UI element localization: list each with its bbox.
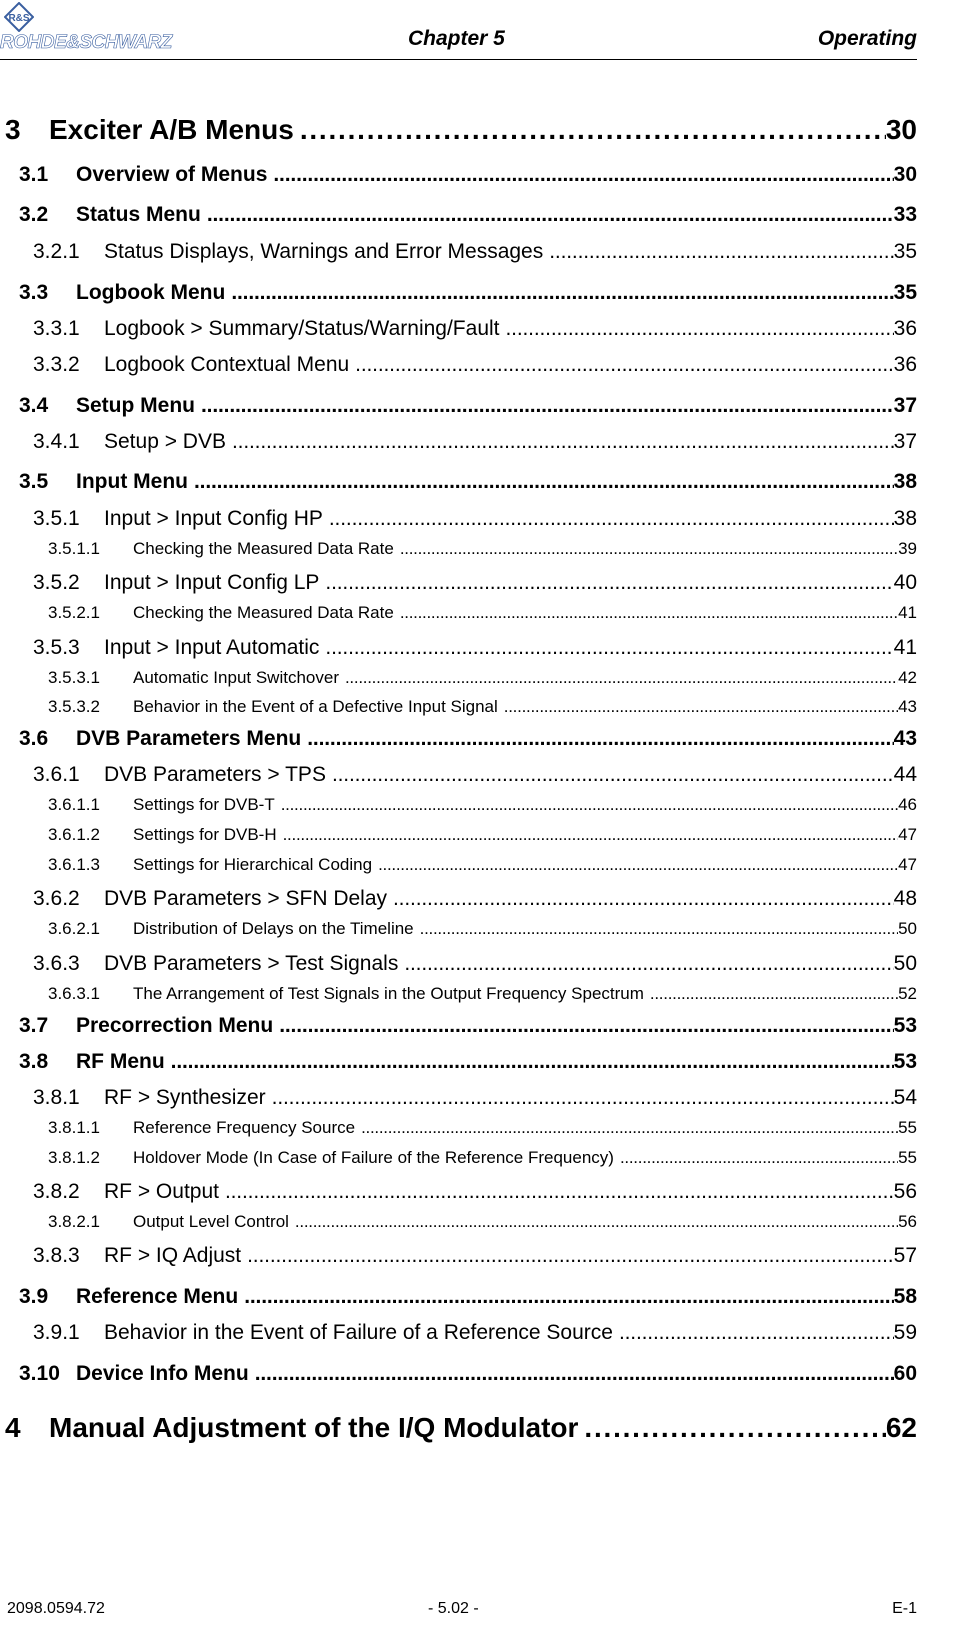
toc-number: 3.3.1 xyxy=(33,317,80,340)
toc-leader xyxy=(273,163,893,187)
toc-title: Overview of Menus xyxy=(76,163,268,186)
toc-number: 3.6.3.1 xyxy=(48,984,100,1003)
toc-page: 37 xyxy=(893,394,917,417)
toc-entry[interactable] xyxy=(33,571,917,595)
toc-number: 3.2.1 xyxy=(33,240,80,263)
toc-number: 3.8 xyxy=(19,1050,49,1073)
toc-number: 3.5.1.1 xyxy=(48,539,100,558)
toc-title: Behavior in the Event of Failure of a Reference Source xyxy=(104,1321,613,1344)
toc-entry[interactable] xyxy=(48,919,917,939)
toc-entry[interactable] xyxy=(33,636,917,660)
toc-number: 3.6.2.1 xyxy=(48,919,100,938)
toc-leader xyxy=(584,1412,885,1444)
toc-leader xyxy=(400,539,898,559)
toc-page: 56 xyxy=(898,1212,917,1231)
toc-leader xyxy=(247,1244,894,1268)
toc-number: 3.8.2.1 xyxy=(48,1212,100,1231)
toc-leader xyxy=(325,636,893,660)
brand-wordmark: ROHDE&SCHWARZ xyxy=(0,32,172,53)
toc-page: 30 xyxy=(893,163,917,186)
toc-number: 3.6.1 xyxy=(33,763,80,786)
toc-entry[interactable] xyxy=(19,394,917,418)
toc-title: RF > IQ Adjust xyxy=(104,1244,242,1267)
toc-page: 36 xyxy=(893,317,917,340)
toc-page: 42 xyxy=(898,668,917,687)
toc-entry[interactable] xyxy=(33,353,917,377)
toc-leader xyxy=(281,795,898,815)
toc-entry[interactable] xyxy=(33,887,917,911)
page-header xyxy=(0,0,917,60)
toc-entry[interactable] xyxy=(48,825,917,845)
toc-number: 3.5.2.1 xyxy=(48,603,100,622)
toc-entry[interactable] xyxy=(19,1362,917,1386)
header-rule xyxy=(0,59,917,60)
toc-leader xyxy=(272,1086,894,1110)
toc-title: Output Level Control xyxy=(133,1212,289,1231)
rohde-schwarz-logo xyxy=(0,2,215,52)
toc-entry[interactable] xyxy=(33,763,917,787)
toc-leader xyxy=(355,353,893,377)
toc-title: Reference Menu xyxy=(76,1285,239,1308)
toc-page: 50 xyxy=(898,919,917,938)
toc-page: 56 xyxy=(893,1180,917,1203)
toc-entry[interactable] xyxy=(48,1212,917,1232)
toc-number: 3.5.1 xyxy=(33,507,80,530)
toc-number: 3.5.3 xyxy=(33,636,80,659)
toc-leader xyxy=(400,603,898,623)
toc-title: Input > Input Automatic xyxy=(104,636,320,659)
toc-leader xyxy=(650,984,898,1004)
toc-entry[interactable] xyxy=(19,281,917,305)
toc-leader xyxy=(307,727,893,751)
toc-title: Checking the Measured Data Rate xyxy=(133,603,394,622)
toc-number: 3.8.1.2 xyxy=(48,1148,100,1167)
toc-number: 3.5.3.1 xyxy=(48,668,100,687)
toc-entry[interactable] xyxy=(19,727,917,751)
toc-number: 3.4.1 xyxy=(33,430,80,453)
toc-page: 33 xyxy=(893,203,917,226)
toc-title: Status Displays, Warnings and Error Messages xyxy=(104,240,544,263)
toc-leader xyxy=(329,507,894,531)
toc-number: 3.3.2 xyxy=(33,353,80,376)
toc-entry[interactable] xyxy=(48,603,917,623)
toc-title: Status Menu xyxy=(76,203,201,226)
toc-number: 3.8.2 xyxy=(33,1180,80,1203)
rs-diamond-icon xyxy=(4,2,34,32)
toc-entry[interactable] xyxy=(5,114,917,146)
toc-number: 3.9.1 xyxy=(33,1321,80,1344)
toc-page: 53 xyxy=(893,1014,917,1037)
toc-page: 59 xyxy=(893,1321,917,1344)
edition-code: E-1 xyxy=(892,1600,917,1617)
toc-page: 55 xyxy=(898,1118,917,1137)
chapter-label: Chapter 5 xyxy=(408,27,505,50)
toc-number: 3.10 xyxy=(19,1362,60,1385)
toc-leader xyxy=(295,1212,898,1232)
toc-entry[interactable] xyxy=(33,1244,917,1268)
toc-entry[interactable] xyxy=(33,240,917,264)
toc-title: Reference Frequency Source xyxy=(133,1118,356,1137)
toc-page: 35 xyxy=(893,240,917,263)
toc-title: Logbook Contextual Menu xyxy=(104,353,350,376)
toc-page: 54 xyxy=(893,1086,917,1109)
toc-number: 3.6.1.1 xyxy=(48,795,100,814)
toc-entry[interactable] xyxy=(19,1285,917,1309)
toc-title: DVB Parameters > TPS xyxy=(104,763,326,786)
toc-number: 3.6 xyxy=(19,727,49,750)
toc-leader xyxy=(504,697,898,717)
toc-page: 47 xyxy=(898,825,917,844)
toc-title: Input > Input Config LP xyxy=(104,571,320,594)
toc-number: 3.8.3 xyxy=(33,1244,80,1267)
toc-leader xyxy=(332,763,894,787)
toc-page: 50 xyxy=(893,952,917,975)
toc-page: 39 xyxy=(898,539,917,558)
toc-title: Checking the Measured Data Rate xyxy=(133,539,394,558)
toc-page: 62 xyxy=(885,1412,917,1443)
toc-leader xyxy=(378,855,898,875)
toc-page: 38 xyxy=(893,470,917,493)
toc-entry[interactable] xyxy=(33,1086,917,1110)
toc-entry[interactable] xyxy=(48,539,917,559)
toc-leader xyxy=(201,394,894,418)
toc-leader xyxy=(506,317,894,341)
toc-page: 44 xyxy=(893,763,917,786)
toc-leader xyxy=(300,114,886,146)
toc-leader xyxy=(549,240,893,264)
toc-entry[interactable] xyxy=(48,1148,917,1168)
toc-leader xyxy=(420,919,898,939)
toc-page: 41 xyxy=(898,603,917,622)
toc-entry[interactable] xyxy=(48,795,917,815)
toc-number: 3.6.2 xyxy=(33,887,80,910)
toc-number: 3.3 xyxy=(19,281,49,304)
toc-entry[interactable] xyxy=(33,952,917,976)
toc-title: Settings for DVB-H xyxy=(133,825,277,844)
toc-page: 52 xyxy=(898,984,917,1003)
toc-title: Exciter A/B Menus xyxy=(49,114,294,145)
toc-leader xyxy=(620,1148,898,1168)
toc-page: 43 xyxy=(898,697,917,716)
document-number: 2098.0594.72 xyxy=(7,1600,105,1617)
toc-entry[interactable] xyxy=(19,470,917,494)
toc-page: 46 xyxy=(898,795,917,814)
toc-leader xyxy=(225,1180,894,1204)
toc-leader xyxy=(231,281,893,305)
toc-number: 3.7 xyxy=(19,1014,49,1037)
toc-title: Logbook > Summary/Status/Warning/Fault xyxy=(104,317,500,340)
toc-leader xyxy=(619,1321,894,1345)
toc-leader xyxy=(279,1014,893,1038)
toc-number: 3.5.2 xyxy=(33,571,80,594)
toc-title: DVB Parameters Menu xyxy=(76,727,302,750)
toc-title: RF > Synthesizer xyxy=(104,1086,266,1109)
toc-leader xyxy=(244,1285,893,1309)
toc-number: 4 xyxy=(5,1412,21,1443)
toc-leader xyxy=(404,952,893,976)
toc-entry[interactable] xyxy=(33,507,917,531)
toc-number: 3 xyxy=(5,114,21,145)
toc-title: Distribution of Delays on the Timeline xyxy=(133,919,414,938)
toc-entry[interactable] xyxy=(5,1412,917,1444)
toc-entry[interactable] xyxy=(19,1050,917,1074)
toc-number: 3.5.3.2 xyxy=(48,697,100,716)
toc-page: 48 xyxy=(893,887,917,910)
toc-title: Input Menu xyxy=(76,470,188,493)
toc-title: Settings for Hierarchical Coding xyxy=(133,855,373,874)
toc-entry[interactable] xyxy=(48,855,917,875)
toc-leader xyxy=(232,430,894,454)
toc-number: 3.5 xyxy=(19,470,49,493)
toc-entry[interactable] xyxy=(33,1321,917,1345)
toc-entry[interactable] xyxy=(19,163,917,187)
toc-page: 55 xyxy=(898,1148,917,1167)
toc-page: 60 xyxy=(893,1362,917,1385)
toc-leader xyxy=(171,1050,894,1074)
toc-number: 3.6.1.2 xyxy=(48,825,100,844)
toc-title: The Arrangement of Test Signals in the Output Frequency Spectrum xyxy=(133,984,644,1003)
page-number: - 5.02 - xyxy=(428,1600,479,1617)
toc-title: Holdover Mode (In Case of Failure of the Reference Frequency) xyxy=(133,1148,614,1167)
toc-page: 53 xyxy=(893,1050,917,1073)
toc-title: Precorrection Menu xyxy=(76,1014,274,1037)
toc-number: 3.9 xyxy=(19,1285,49,1308)
toc-entry[interactable] xyxy=(48,697,917,717)
toc-title: DVB Parameters > SFN Delay xyxy=(104,887,388,910)
toc-leader xyxy=(393,887,894,911)
toc-entry[interactable] xyxy=(33,317,917,341)
toc-number: 3.4 xyxy=(19,394,49,417)
toc-entry[interactable] xyxy=(33,1180,917,1204)
toc-page: 38 xyxy=(893,507,917,530)
toc-title: Automatic Input Switchover xyxy=(133,668,339,687)
toc-entry[interactable] xyxy=(19,1014,917,1038)
toc-title: Manual Adjustment of the I/Q Modulator xyxy=(49,1412,579,1443)
toc-title: Logbook Menu xyxy=(76,281,226,304)
toc-page: 36 xyxy=(893,353,917,376)
toc-leader xyxy=(325,571,893,595)
toc-leader xyxy=(345,668,898,688)
toc-title: RF > Output xyxy=(104,1180,219,1203)
toc-number: 3.1 xyxy=(19,163,49,186)
toc-title: DVB Parameters > Test Signals xyxy=(104,952,399,975)
toc-number: 3.8.1.1 xyxy=(48,1118,100,1137)
toc-title: Device Info Menu xyxy=(76,1362,249,1385)
toc-page: 37 xyxy=(893,430,917,453)
toc-page: 40 xyxy=(893,571,917,594)
toc-page: 43 xyxy=(893,727,917,750)
toc-page: 58 xyxy=(893,1285,917,1308)
toc-title: Behavior in the Event of a Defective Input Signal xyxy=(133,697,498,716)
toc-entry[interactable] xyxy=(48,668,917,688)
toc-number: 3.8.1 xyxy=(33,1086,80,1109)
toc-leader xyxy=(207,203,894,227)
toc-entry[interactable] xyxy=(48,984,917,1004)
toc-page: 35 xyxy=(893,281,917,304)
toc-leader xyxy=(194,470,894,494)
toc-entry[interactable] xyxy=(48,1118,917,1138)
toc-page: 30 xyxy=(885,114,917,145)
toc-entry[interactable] xyxy=(19,203,917,227)
toc-number: 3.6.1.3 xyxy=(48,855,100,874)
toc-page: 41 xyxy=(893,636,917,659)
toc-leader xyxy=(361,1118,898,1138)
toc-entry[interactable] xyxy=(33,430,917,454)
toc-page: 47 xyxy=(898,855,917,874)
toc-title: RF Menu xyxy=(76,1050,165,1073)
toc-leader xyxy=(255,1362,894,1386)
toc-number: 3.2 xyxy=(19,203,49,226)
toc-title: Input > Input Config HP xyxy=(104,507,323,530)
toc-page: 57 xyxy=(893,1244,917,1267)
svg-text:R&S: R&S xyxy=(8,13,30,24)
toc-leader xyxy=(283,825,898,845)
toc-title: Setup > DVB xyxy=(104,430,226,453)
toc-title: Setup Menu xyxy=(76,394,195,417)
section-label: Operating xyxy=(817,27,917,50)
toc-title: Settings for DVB-T xyxy=(133,795,275,814)
toc-number: 3.6.3 xyxy=(33,952,80,975)
